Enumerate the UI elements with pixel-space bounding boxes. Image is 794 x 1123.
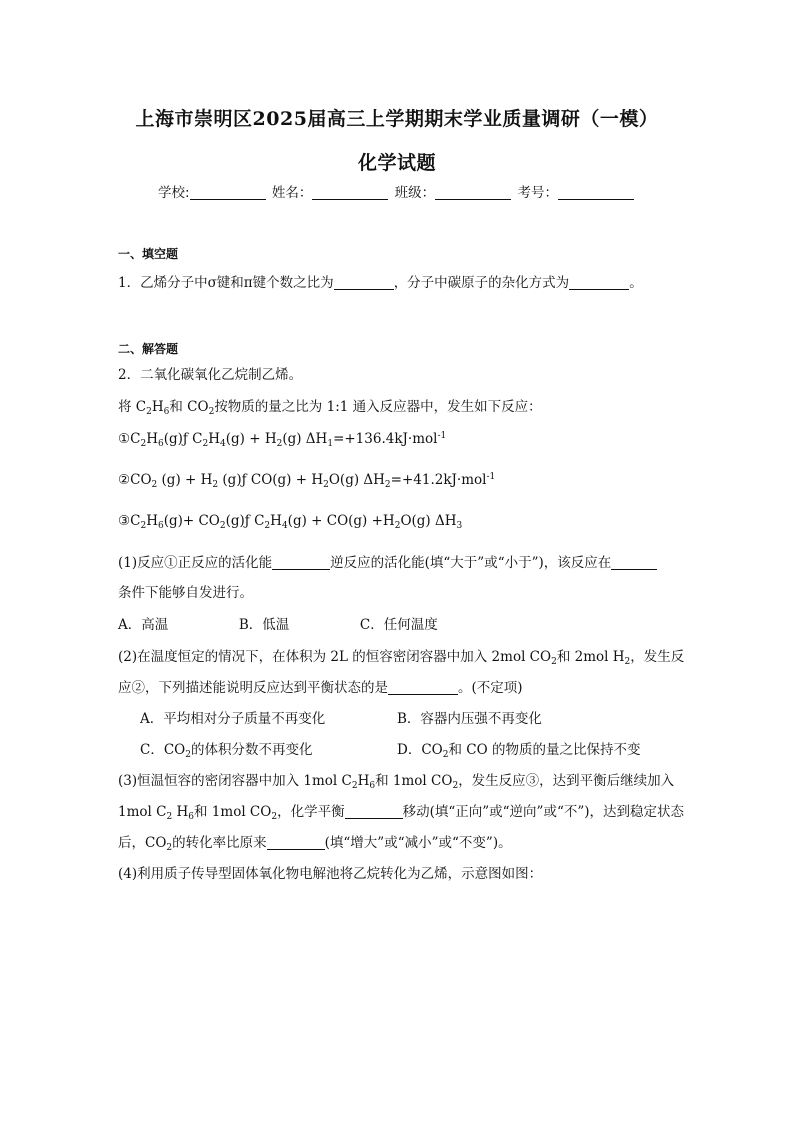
option-d-text: 和 CO 的物质的量之比保持不变 <box>448 742 641 758</box>
section-answer-heading: 二、解答题 <box>118 342 179 356</box>
p1-text-b: 逆反应的活化能(填“大于”或“小于”)，该反应在 <box>330 555 612 571</box>
option-c[interactable]: C．任何温度 <box>359 617 438 633</box>
reaction-text: C <box>130 431 141 447</box>
reaction-number: ① <box>118 431 131 447</box>
p3-text: (填“增大”或“减小”或“不变”)。 <box>324 835 512 851</box>
reaction-text: =+41.2kJ·mol <box>390 472 487 488</box>
reaction-text: H <box>208 431 221 447</box>
q1-text-a: 1．乙烯分子中σ键和π键个数之比为 <box>118 275 334 291</box>
sub: 6 <box>369 781 376 791</box>
sub: 2 <box>185 750 191 760</box>
p3-text: H <box>172 804 189 820</box>
part-4-line-1: (4)利用质子传导型固体氧化物电解池将乙烷转化为乙烯，示意图如图： <box>118 866 543 882</box>
part-3-line-2 <box>118 800 684 820</box>
reaction-3 <box>118 513 462 529</box>
feed-text-a: 将 C <box>118 399 147 415</box>
exam-number-label: 考号： <box>517 185 558 201</box>
sub: 6 <box>157 521 164 531</box>
sub: 6 <box>163 407 170 417</box>
p1-blank-2[interactable] <box>611 555 657 570</box>
reaction-text: (g)ƒ C <box>225 513 265 529</box>
sub: 4 <box>281 521 288 531</box>
p1-text-a: (1)反应①正反应的活化能 <box>118 555 273 571</box>
p3-text: 后，CO <box>118 835 167 851</box>
sub: 2 <box>202 439 209 449</box>
option-d-text: D．CO <box>397 742 443 758</box>
sub: 2 <box>271 812 278 822</box>
p3-text: ，化学平衡 <box>277 804 345 820</box>
sub: 2 <box>624 657 631 667</box>
part-2-line-1 <box>118 645 684 665</box>
sup: -1 <box>486 472 496 482</box>
question-1 <box>118 271 643 291</box>
student-info-row <box>0 181 794 201</box>
feed-text-d: 按物质的量之比为 1:1 通入反应器中，发生如下反应： <box>214 399 542 415</box>
sub: 2 <box>146 407 152 417</box>
p3-text: ，发生反应③，达到平衡后继续加入 <box>458 773 675 789</box>
p3-text: 的转化率比原来 <box>172 835 267 851</box>
p2-text-d: 应②，下列描述能说明反应达到平衡状态的是 <box>118 680 388 696</box>
p3-text: 1mol C <box>118 804 167 820</box>
reaction-text: C <box>130 513 141 529</box>
sub: 2 <box>551 657 557 667</box>
p2-text-b: 和 2mol H <box>556 649 625 665</box>
school-label: 学校: <box>158 185 190 201</box>
q1-blank-1[interactable] <box>334 275 394 290</box>
sub: 2 <box>276 439 283 449</box>
p1-blank-1[interactable] <box>272 555 330 570</box>
q1-blank-2[interactable] <box>569 275 629 290</box>
part-1-options <box>118 613 438 633</box>
sub: 2 <box>166 812 173 822</box>
feed-text-b: H <box>151 399 164 415</box>
p3-text: (3)恒温恒容的密闭容器中加入 1mol C <box>118 773 352 789</box>
sub: 2 <box>384 480 391 490</box>
p3-text: 和 1mol CO <box>194 804 272 820</box>
option-c-text: 的体积分数不再变化 <box>190 742 313 758</box>
name-blank[interactable] <box>312 185 388 200</box>
exam-number-blank[interactable] <box>558 185 634 200</box>
class-label: 班级： <box>394 185 436 201</box>
sub: 4 <box>220 439 226 449</box>
reaction-2 <box>118 472 495 488</box>
sub: 2 <box>208 407 215 417</box>
page-subtitle: 化学试题 <box>357 152 436 174</box>
class-blank[interactable] <box>435 185 511 200</box>
p3-text: 移动(填“正向”或“逆向”或“不”)，达到稳定状态 <box>402 804 685 820</box>
reaction-1 <box>118 431 446 447</box>
sub: 2 <box>151 480 158 490</box>
option-c-text: C．CO <box>140 742 186 758</box>
p2-text-c: ，发生反 <box>630 649 685 665</box>
reaction-text: (g)ƒ CO(g) + H <box>218 472 324 488</box>
question-2-intro: 2．二氧化碳氧化乙烷制乙烯。 <box>118 367 303 383</box>
sub: 2 <box>212 480 219 490</box>
part-3-line-1 <box>118 769 674 789</box>
reaction-text: H <box>270 513 282 529</box>
p3-text: H <box>357 773 370 789</box>
p3-text: 和 1mol CO <box>375 773 453 789</box>
part-2-option-c[interactable] <box>140 738 312 758</box>
sub: 2 <box>452 781 459 791</box>
part-1-line-2: 条件下能够自发进行。 <box>118 585 253 601</box>
p2-blank[interactable] <box>388 680 458 695</box>
sub: 1 <box>327 439 334 449</box>
p3-blank-2[interactable] <box>267 835 325 850</box>
reaction-text: (g) + CO(g) +H <box>287 513 395 529</box>
sub: 2 <box>323 480 329 490</box>
reaction-text: CO <box>130 472 152 488</box>
page-title: 上海市崇明区2025届高三上学期期末学业质量调研（一模） <box>135 108 659 130</box>
reaction-text: (g) ΔH <box>282 431 328 447</box>
q1-text-c: 。 <box>629 275 643 291</box>
part-2-option-b[interactable]: B．容器内压强不再变化 <box>397 711 542 727</box>
option-a[interactable]: A．高温 <box>118 617 169 633</box>
reaction-text: H <box>146 513 158 529</box>
part-2-line-2 <box>118 676 523 696</box>
sub: 3 <box>456 521 463 531</box>
sub: 6 <box>157 439 164 449</box>
sub: 2 <box>394 521 401 531</box>
sup: -1 <box>437 431 447 441</box>
feed-ratio-line <box>118 395 542 415</box>
part-2-option-a[interactable]: A．平均相对分子质量不再变化 <box>140 711 326 727</box>
reaction-text: =+136.4kJ·mol <box>333 431 438 447</box>
p3-blank-1[interactable] <box>345 804 403 819</box>
reaction-text: (g)+ CO <box>163 513 220 529</box>
school-blank[interactable] <box>190 185 266 200</box>
feed-text-c: 和 CO <box>169 399 209 415</box>
reaction-text: (g) + H <box>225 431 277 447</box>
p2-text-a: (2)在温度恒定的情况下，在体积为 2L 的恒容密闭容器中加入 2mol CO <box>118 649 552 665</box>
reaction-text: (g) + H <box>157 472 213 488</box>
sub: 6 <box>188 812 195 822</box>
reaction-text: O(g) ΔH <box>400 513 457 529</box>
sub: 2 <box>264 521 271 531</box>
option-b[interactable]: B．低温 <box>238 617 290 633</box>
reaction-number: ③ <box>118 513 131 529</box>
reaction-text: (g)ƒ C <box>163 431 203 447</box>
reaction-number: ② <box>118 472 131 488</box>
sub: 2 <box>166 843 173 853</box>
p2-text-e: 。(不定项) <box>458 680 523 696</box>
reaction-text: H <box>146 431 158 447</box>
sub: 2 <box>140 439 147 449</box>
part-1-line-1 <box>118 551 657 571</box>
reaction-text: O(g) ΔH <box>328 472 385 488</box>
q1-text-b: ，分子中碳原子的杂化方式为 <box>393 275 570 291</box>
sub: 2 <box>140 521 147 531</box>
sub: 2 <box>219 521 226 531</box>
part-3-line-3 <box>118 831 512 851</box>
part-2-option-d[interactable] <box>397 738 640 758</box>
section-fill-blank-heading: 一、填空题 <box>118 247 179 261</box>
name-label: 姓名： <box>271 185 313 201</box>
sub: 2 <box>442 750 449 760</box>
sub: 2 <box>351 781 358 791</box>
